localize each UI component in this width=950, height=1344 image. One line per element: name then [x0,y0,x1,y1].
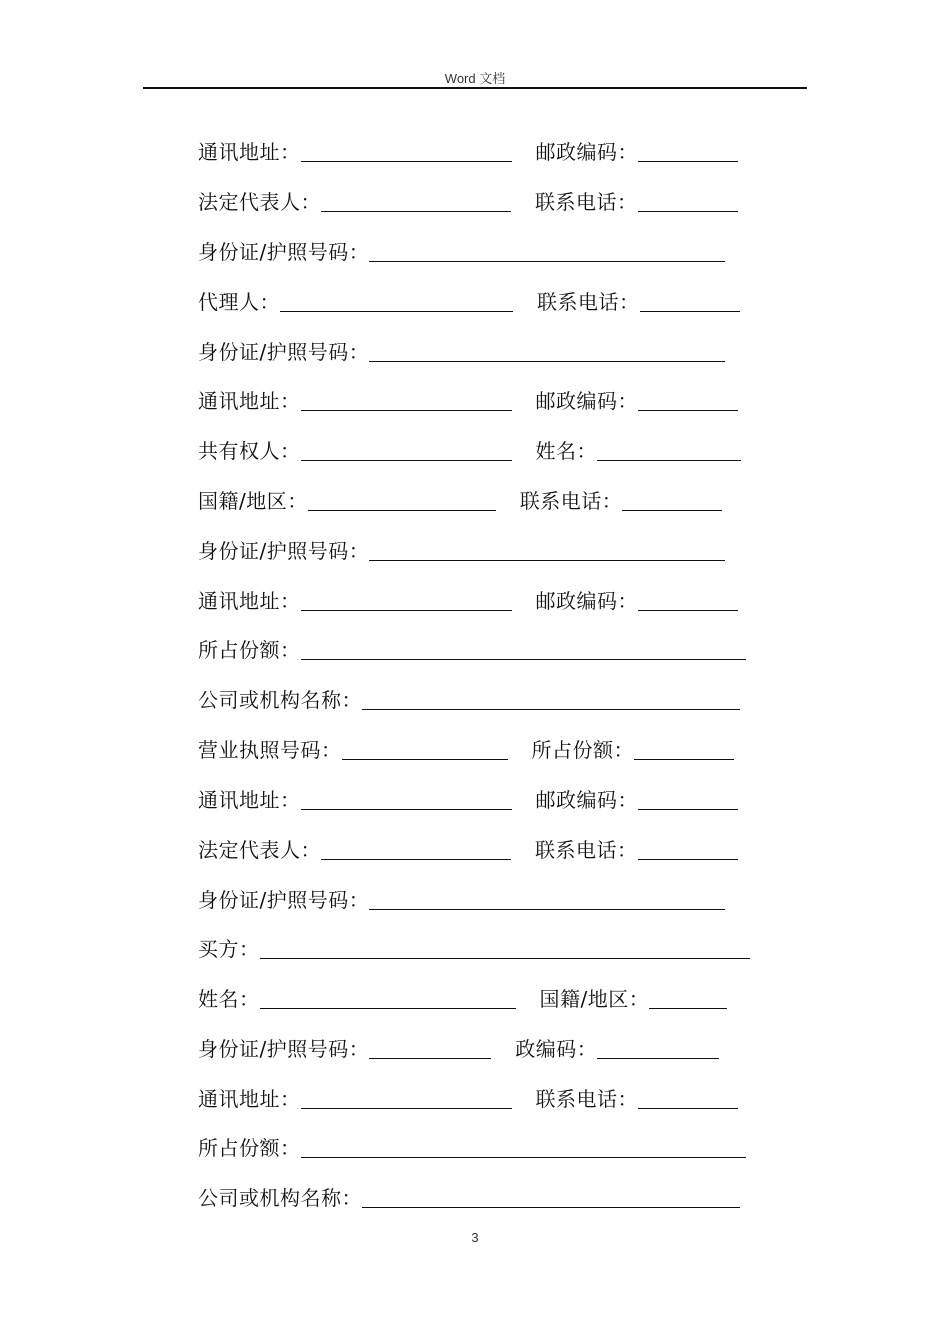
field-address [198,385,512,415]
field-id-passport [198,236,725,266]
address-fill-line[interactable] [301,388,512,411]
legal-rep-fill-line[interactable] [321,189,511,212]
field-phone [535,186,738,216]
postcode-fill-line[interactable] [638,588,738,611]
field-agent [198,286,513,316]
field-buyer [198,933,750,963]
field-id-passport [198,1033,491,1063]
field-label: 通讯地址： [198,788,301,812]
postcode-fill-line[interactable] [638,787,738,810]
field-postcode [536,385,739,415]
postcode-fill-line[interactable] [638,139,738,162]
field-label: 联系电话： [537,290,640,314]
field-label: 通讯地址： [198,589,301,613]
form-row-share [198,1132,758,1162]
field-co-owner [198,435,512,465]
field-phone [535,834,738,864]
field-id-passport [198,535,725,565]
form-row-legal-rep [198,186,758,216]
phone-fill-line[interactable] [638,837,738,860]
field-id-passport [198,336,725,366]
id-fill-line[interactable] [369,1036,491,1059]
form-row-license [198,734,758,764]
form-row-legal-rep [198,834,758,864]
form-row-co-owner [198,435,758,465]
field-nationality [198,485,496,515]
postcode-fill-line[interactable] [597,1036,719,1059]
field-label: 营业执照号码： [198,738,342,762]
field-label: 联系电话： [519,489,623,513]
phone-fill-line[interactable] [638,189,738,212]
id-fill-line[interactable] [369,887,725,910]
phone-fill-line[interactable] [640,289,740,312]
field-name [198,983,516,1013]
field-label: 邮政编码： [535,788,638,812]
company-fill-line[interactable] [362,687,740,710]
nationality-fill-line[interactable] [308,488,496,511]
legal-rep-fill-line[interactable] [321,837,511,860]
field-label: 身份证/护照号码： [198,340,370,364]
field-business-license [198,734,508,764]
field-label: 联系电话： [535,1087,638,1111]
field-label: 公司或机构名称： [198,1186,362,1210]
field-label: 所占份额： [198,638,301,662]
field-postcode [536,585,739,615]
field-label: 通讯地址： [198,389,301,413]
header-divider [143,87,807,89]
field-label: 代理人： [198,290,280,314]
field-phone [537,286,740,316]
form-row-id-postcode [198,1033,758,1063]
field-address [198,784,512,814]
field-label: 通讯地址： [198,1087,301,1111]
license-fill-line[interactable] [342,737,508,760]
field-address [198,1083,512,1113]
form-row-address [198,585,758,615]
field-share [198,634,746,664]
form-row-company [198,684,758,714]
field-label: 身份证/护照号码： [198,888,370,912]
buyer-fill-line[interactable] [260,936,750,959]
form-row-agent [198,286,758,316]
field-label: 政编码： [515,1037,598,1061]
phone-fill-line[interactable] [638,1086,738,1109]
field-postcode [515,1033,719,1063]
address-fill-line[interactable] [301,787,512,810]
form-row-address [198,136,758,166]
name-fill-line[interactable] [597,438,741,461]
form-row-id [198,884,758,914]
field-label: 联系电话： [535,838,638,862]
field-postcode [536,136,739,166]
field-share [532,734,735,764]
field-legal-representative [198,834,511,864]
address-fill-line[interactable] [301,139,512,162]
field-phone [536,1083,739,1113]
field-company-name [198,1182,740,1212]
field-label: 所占份额： [198,1136,301,1160]
nationality-fill-line[interactable] [649,986,727,1009]
page-number: 3 [471,1230,479,1245]
form-row-id [198,336,758,366]
form-row-company [198,1182,758,1212]
field-label: 姓名： [535,439,597,463]
field-name [536,435,742,465]
id-fill-line[interactable] [369,339,725,362]
form-row-nationality [198,485,758,515]
form-row-name [198,983,758,1013]
field-label: 公司或机构名称： [198,688,362,712]
form-row-address [198,784,758,814]
field-label: 身份证/护照号码： [198,240,370,264]
field-label: 邮政编码： [535,389,638,413]
field-postcode [536,784,739,814]
field-company-name [198,684,740,714]
id-fill-line[interactable] [369,239,725,262]
form-row-share [198,634,758,664]
field-nationality [540,983,728,1013]
field-label: 邮政编码： [535,140,638,164]
address-fill-line[interactable] [301,1086,512,1109]
field-label: 姓名： [198,987,260,1011]
field-id-passport [198,884,725,914]
postcode-fill-line[interactable] [638,388,738,411]
form-row-address [198,385,758,415]
id-fill-line[interactable] [369,538,725,561]
field-address [198,585,512,615]
form-row-id [198,535,758,565]
form-row-address-phone [198,1083,758,1113]
agent-fill-line[interactable] [280,289,513,312]
company-fill-line[interactable] [362,1185,740,1208]
form-row-id [198,236,758,266]
field-label: 邮政编码： [535,589,638,613]
field-label: 身份证/护照号码： [198,1037,370,1061]
field-label: 法定代表人： [198,190,321,214]
share-fill-line[interactable] [301,1135,746,1158]
phone-fill-line[interactable] [622,488,722,511]
form-row-buyer [198,933,758,963]
field-label: 身份证/护照号码： [198,539,370,563]
field-label: 通讯地址： [198,140,301,164]
name-fill-line[interactable] [260,986,516,1009]
field-label: 联系电话： [535,190,638,214]
field-label: 买方： [198,937,260,961]
field-phone [520,485,723,515]
field-label: 国籍/地区： [539,987,650,1011]
field-legal-representative [198,186,511,216]
share-fill-line[interactable] [634,737,734,760]
co-owner-fill-line[interactable] [301,438,512,461]
share-fill-line[interactable] [301,637,746,660]
field-label: 所占份额： [531,738,634,762]
field-label: 国籍/地区： [198,489,308,513]
field-address [198,136,512,166]
field-label: 法定代表人： [198,838,321,862]
field-label: 共有权人： [198,439,301,463]
page-header-title: Word 文档 [444,71,506,86]
address-fill-line[interactable] [301,588,512,611]
field-share [198,1132,746,1162]
